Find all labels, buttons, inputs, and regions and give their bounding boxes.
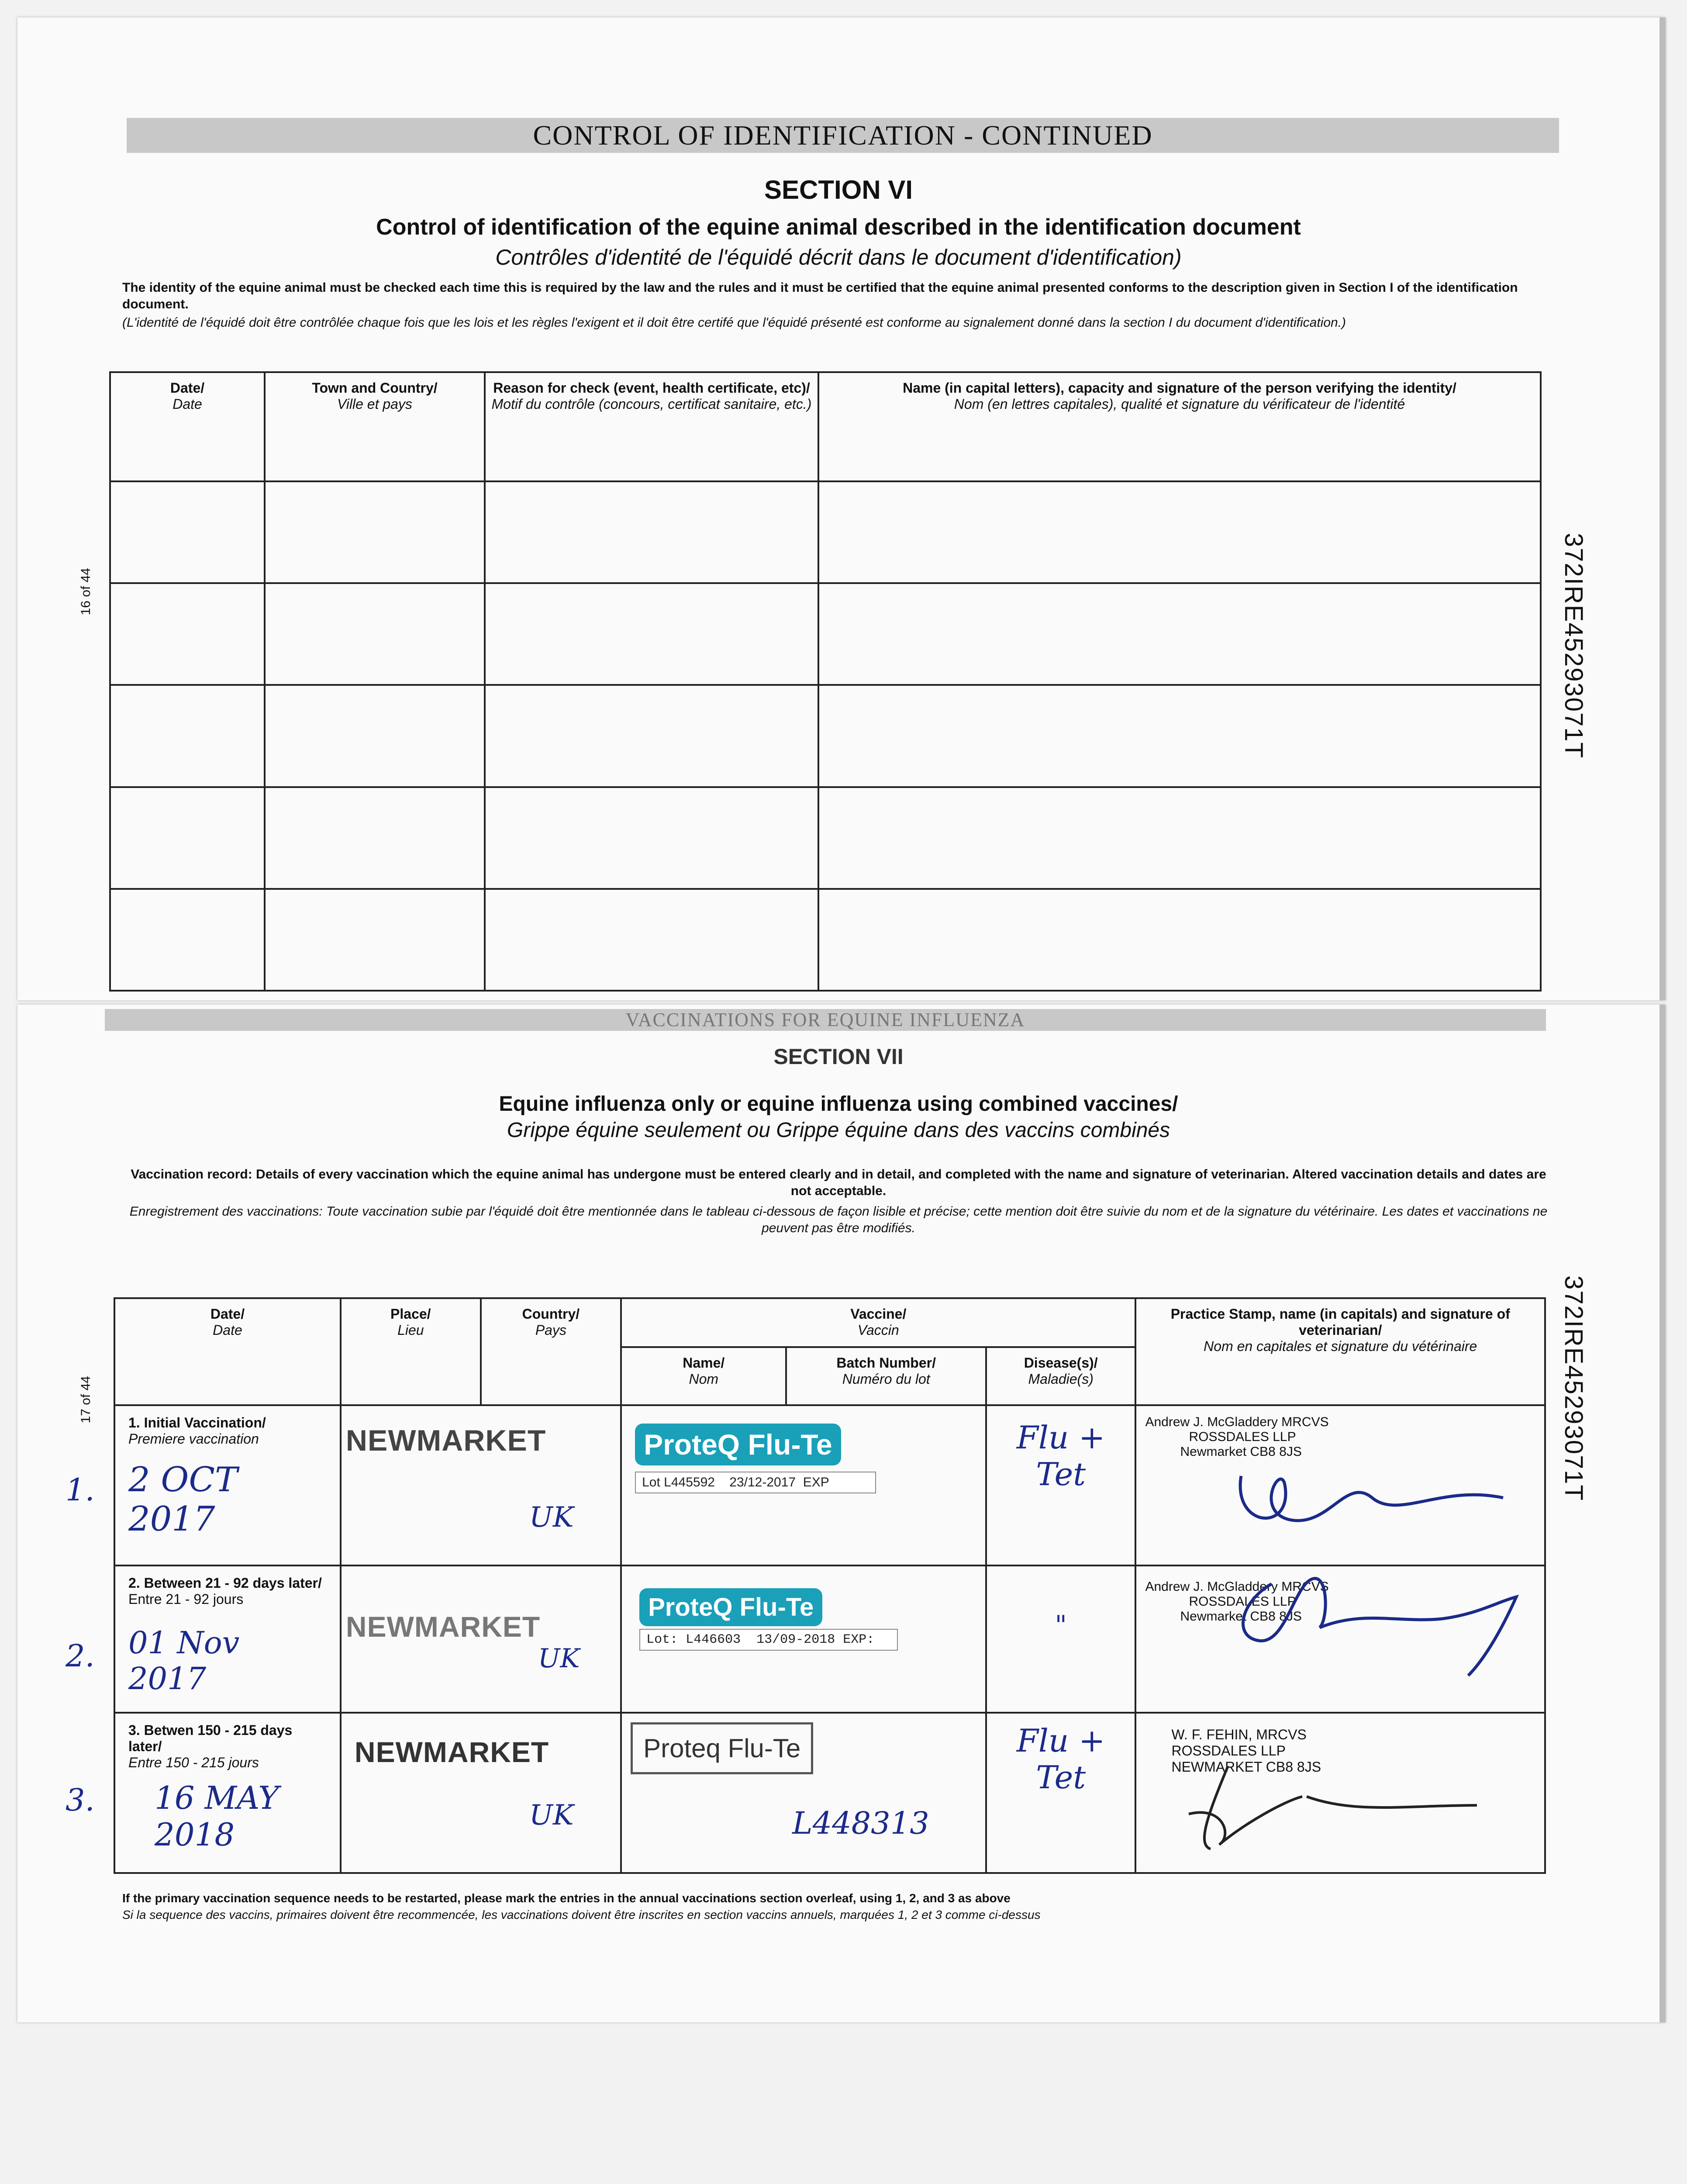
cell[interactable] bbox=[818, 481, 1541, 583]
table-row bbox=[110, 787, 1541, 889]
cell[interactable] bbox=[110, 583, 265, 685]
cell[interactable] bbox=[485, 583, 818, 685]
doc-title-en: Equine influenza only or equine influenza using combined vaccines/ bbox=[499, 1092, 1178, 1116]
table-row bbox=[110, 481, 1541, 583]
place-stamp: NEWMARKET bbox=[345, 1424, 546, 1457]
horse-id: 372IRE45293071T bbox=[1559, 533, 1588, 759]
cell[interactable] bbox=[485, 787, 818, 889]
vaccine-label-cell[interactable] bbox=[621, 1713, 986, 1873]
vet-cell[interactable]: W. F. FEHIN, MRCVS ROSSDALES LLP NEWMARKET CB8 8JS bbox=[1135, 1713, 1545, 1873]
margin-number: 1. bbox=[66, 1472, 95, 1508]
cell[interactable] bbox=[485, 889, 818, 991]
place-stamp: NEWMARKET bbox=[345, 1610, 541, 1643]
cell[interactable] bbox=[265, 583, 485, 685]
disease-cell[interactable]: Flu + Tet bbox=[986, 1405, 1136, 1565]
date-cell[interactable]: 3. Betwen 150 - 215 days later/ Entre 150 - 215 jours 16 MAY 2018 bbox=[114, 1713, 341, 1873]
vet-cell[interactable]: Andrew J. McGladdery MRCVS ROSSDALES LLP Newmarket CB8 8JS bbox=[1135, 1565, 1545, 1713]
table-row bbox=[110, 889, 1541, 991]
cell[interactable] bbox=[818, 583, 1541, 685]
footnote-fr: Si la sequence des vaccins, primaires doivent être recommencée, les vaccinations doivent être inscrites en section vaccins annuels, marquées 1, 2 et 3 comme ci-dessus bbox=[122, 1908, 1041, 1921]
section-banner: VACCINATIONS FOR EQUINE INFLUENZA bbox=[105, 1009, 1546, 1031]
intro-fr: Enregistrement des vaccinations: Toute vaccination subie par l'équidé doit être mentionnée dans le tableau ci-dessous de façon lisible et précise; cette mention doit être suivie du nom et de la signature du vétérinaire. Les dates et vaccinations ne peuvent pas être modifiés. bbox=[129, 1204, 1548, 1235]
batch-value: L448313 bbox=[792, 1805, 929, 1841]
col-place: Place/ Lieu bbox=[341, 1298, 481, 1405]
doc-title-fr: Contrôles d'identité de l'équidé décrit dans le document d'identification) bbox=[495, 245, 1182, 270]
doc-title-fr: Grippe équine seulement ou Grippe équine dans des vaccins combinés bbox=[507, 1119, 1170, 1142]
margin-number: 3. bbox=[66, 1782, 95, 1818]
col-disease: Disease(s)/ Maladie(s) bbox=[986, 1347, 1136, 1405]
cell[interactable] bbox=[485, 481, 818, 583]
page-16 bbox=[17, 17, 1666, 1000]
intro-en: The identity of the equine animal must be checked each time this is required by the law and the rules and it must be certified that the equine animal presented conforms to the description given in Section I of the identification document. bbox=[122, 280, 1518, 311]
section-title: SECTION VII bbox=[773, 1044, 904, 1069]
col-verifier: Name (in capital letters), capacity and signature of the person verifying the identity/ Nom (en lettres capitales), qualité et signature du vérificateur de l'identité bbox=[818, 372, 1541, 481]
table-row bbox=[114, 1405, 1545, 1565]
margin-number: 2. bbox=[66, 1638, 95, 1674]
place-country-cell[interactable] bbox=[341, 1713, 621, 1873]
cell[interactable] bbox=[110, 481, 265, 583]
disease-cell[interactable]: " bbox=[986, 1565, 1136, 1713]
cell[interactable] bbox=[818, 787, 1541, 889]
vaccine-stamp: Proteq Flu-Te bbox=[631, 1722, 813, 1774]
page-number: 17 of 44 bbox=[79, 1376, 93, 1424]
vaccine-label: ProteQ Flu-Te bbox=[635, 1424, 841, 1465]
vaccination-table bbox=[114, 1297, 1546, 1874]
vaccine-label: ProteQ Flu-Te bbox=[639, 1588, 822, 1626]
table-row bbox=[110, 583, 1541, 685]
signature bbox=[1215, 1458, 1521, 1546]
col-vaccine-name: Name/ Nom bbox=[621, 1347, 786, 1405]
horse-id: 372IRE45293071T bbox=[1559, 1275, 1588, 1501]
col-vaccine: Vaccine/ Vaccin bbox=[621, 1298, 1135, 1347]
cell[interactable] bbox=[265, 685, 485, 787]
country-value: UK bbox=[529, 1501, 574, 1534]
date-cell[interactable]: 1. Initial Vaccination/ Premiere vaccination 2 OCT 2017 bbox=[114, 1405, 341, 1565]
cell[interactable] bbox=[485, 685, 818, 787]
vet-cell[interactable]: Andrew J. McGladdery MRCVS ROSSDALES LLP Newmarket CB8 8JS bbox=[1135, 1405, 1545, 1565]
section-banner: CONTROL OF IDENTIFICATION - CONTINUED bbox=[127, 118, 1559, 153]
page-number: 16 of 44 bbox=[79, 568, 93, 615]
page-17 bbox=[17, 1005, 1666, 2022]
identity-check-table bbox=[109, 371, 1542, 992]
place-country-cell[interactable] bbox=[341, 1405, 621, 1565]
vaccine-label-cell[interactable] bbox=[621, 1405, 986, 1565]
country-value: UK bbox=[529, 1799, 574, 1832]
place-country-cell[interactable] bbox=[341, 1565, 621, 1713]
vaccine-label-cell[interactable] bbox=[621, 1565, 986, 1713]
col-reason: Reason for check (event, health certificate, etc)/ Motif du contrôle (concours, certificat sanitaire, etc.) bbox=[485, 372, 818, 481]
cell[interactable] bbox=[110, 685, 265, 787]
col-batch: Batch Number/ Numéro du lot bbox=[786, 1347, 986, 1405]
cell[interactable] bbox=[265, 889, 485, 991]
table-row bbox=[114, 1713, 1545, 1873]
lot-strip: Lot: L446603 13/09-2018 EXP: bbox=[639, 1629, 898, 1651]
cell[interactable] bbox=[265, 481, 485, 583]
table-row bbox=[110, 685, 1541, 787]
table-row bbox=[114, 1565, 1545, 1713]
col-practice: Practice Stamp, name (in capitals) and signature of veterinarian/ Nom en capitales et signature du vétérinaire bbox=[1135, 1298, 1545, 1405]
col-date: Date/ Date bbox=[110, 372, 265, 481]
doc-title-en: Control of identification of the equine animal described in the identification document bbox=[376, 214, 1301, 240]
place-stamp: NEWMARKET bbox=[354, 1735, 549, 1768]
cell[interactable] bbox=[265, 787, 485, 889]
col-country: Country/ Pays bbox=[481, 1298, 621, 1405]
section-title: SECTION VI bbox=[764, 175, 913, 204]
col-town: Town and Country/ Ville et pays bbox=[265, 372, 485, 481]
cell[interactable] bbox=[818, 685, 1541, 787]
footnote-en: If the primary vaccination sequence needs to be restarted, please mark the entries in the annual vaccinations section overleaf, using 1, 2, and 3 as above bbox=[122, 1891, 1011, 1905]
cell[interactable] bbox=[110, 889, 265, 991]
signature bbox=[1171, 1749, 1503, 1853]
lot-strip: Lot L445592 23/12-2017 EXP bbox=[635, 1472, 876, 1493]
disease-cell[interactable]: Flu + Tet bbox=[986, 1713, 1136, 1873]
intro-en: Vaccination record: Details of every vaccination which the equine animal has undergone must be entered clearly and in detail, and completed with the name and signature of veterinarian. Altered vaccination details and dates are not acceptable. bbox=[131, 1167, 1546, 1198]
signature bbox=[1197, 1549, 1529, 1680]
col-date: Date/ Date bbox=[114, 1298, 341, 1405]
date-cell[interactable]: 2. Between 21 - 92 days later/ Entre 21 - 92 jours 01 Nov 2017 bbox=[114, 1565, 341, 1713]
cell[interactable] bbox=[110, 787, 265, 889]
country-value: UK bbox=[538, 1643, 580, 1674]
cell[interactable] bbox=[818, 889, 1541, 991]
intro-fr: (L'identité de l'équidé doit être contrôlée chaque fois que les lois et les règles l'exigent et il doit être certifé que l'équidé présenté est conforme au signalement donné dans la section I du document d'identification.) bbox=[122, 315, 1346, 330]
